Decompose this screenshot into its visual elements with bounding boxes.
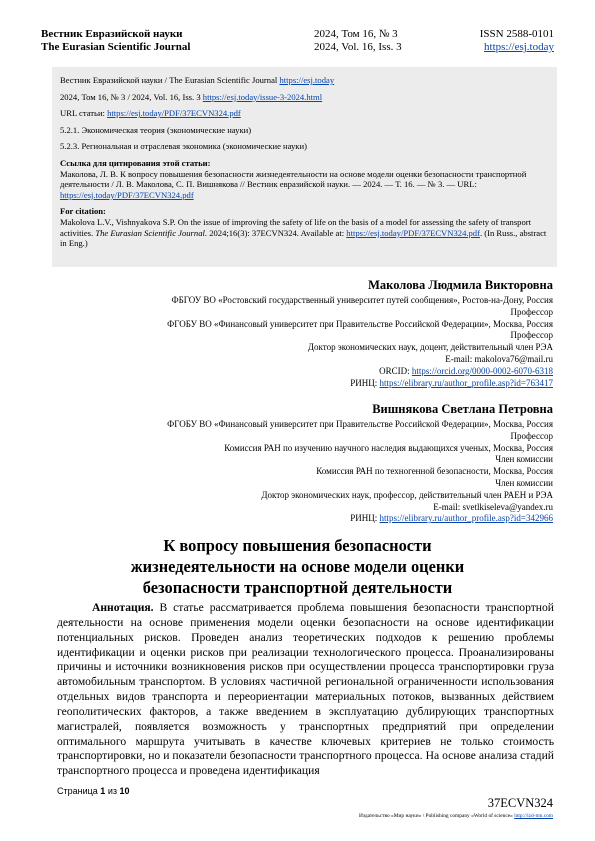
author-affiliation: Комиссия РАН по техногенной безопасности, Москва, Россия [316, 466, 553, 477]
author-affiliation: Комиссия РАН по изучению научного наследия выдающихся ученых, Москва, Россия [224, 442, 553, 453]
author-name: Маколова Людмила Викторовна [368, 278, 553, 292]
author-affiliation: ФГОБУ ВО «Финансовый университет при Правительстве Российской Федерации», Москва, Россия [167, 419, 553, 429]
meta-spec-2: 5.2.3. Региональная и отраслевая экономика (экономические науки) [60, 141, 307, 152]
page-separator: из [105, 786, 120, 796]
meta-issue-text: 2024, Том 16, № 3 / 2024, Vol. 16, Iss. 3 [60, 91, 203, 102]
citation-ru-text: Маколова, Л. В. К вопросу повышения безопасности жизнедеятельности на основе модели оценки безопасности транспортной деятельности / Л. В. Маколова, С. П. Вишнякова // Вестник евразийской науки. — 2024. — Т. 16. — № 3. — URL: [60, 168, 527, 190]
issue-ru: 2024, Том 16, № 3 [314, 28, 398, 40]
rinc-link[interactable]: https://elibrary.ru/author_profile.asp?id=342966 [379, 513, 553, 524]
author-position: Профессор [510, 430, 553, 441]
header-issn-site [480, 28, 554, 54]
author-position: Член комиссии [495, 477, 553, 488]
author-degree: Доктор экономических наук, доцент, действительный член РЭА [307, 342, 553, 353]
publisher-footer [359, 813, 553, 819]
page-counter [57, 786, 129, 796]
author-position: Профессор [510, 330, 553, 341]
meta-issue-line [60, 92, 549, 103]
issn: ISSN 2588-0101 [479, 28, 554, 40]
author-email: E-mail: makolova76@mail.ru [445, 353, 553, 364]
journal-title-ru: Вестник Евразийской науки [41, 28, 183, 40]
meta-journal-text: Вестник Евразийской науки / The Eurasian Scientific Journal [60, 75, 280, 85]
author-degree: Доктор экономических наук, профессор, действительный член РАЕН и РЭА [261, 489, 553, 500]
publisher-link[interactable]: http://izd-mn.com [514, 813, 553, 819]
author-block-1 [60, 278, 553, 389]
citation-en-link[interactable]: https://esj.today/PDF/37ECVN324.pdf [346, 227, 480, 238]
abstract-text: В статье рассматривается проблема повышения безопасности транспортной деятельности на основе применения модели оценки безопасности на основе идентификации потенциальных рисков. Проведен анализ теоретических подходов к решению проблемы идентификации и оценки рисков при реализации технологического процесса. Проанализированы причины и источники возникновения рисков при осуществлении процесса транспортировки груза автомобильным транспортом. В условиях частичной региональной ограниченности использования отдельных видов транспорта и переориентации материальных потоков, вызванных действием геополитических факторов, а также введением в эксплуатацию дублирующих транспортных магистралей, появляется возможность у транспортных предприятий при определении оптимального маршрута учитывать в качестве ключевых критериев не только стоимость транспортировки, но и показатели безопасности транспортного процесса. На основе анализа стадий транспортного процесса и проведена идентификация [57, 601, 554, 778]
rinc-link[interactable]: https://elibrary.ru/author_profile.asp?id=763417 [379, 377, 553, 388]
page-prefix: Страница [57, 786, 101, 796]
rinc-label: РИНЦ: [350, 377, 380, 388]
title-line: жизнедеятельности на основе модели оценки [130, 557, 465, 576]
citation-ru [60, 169, 549, 201]
meta-spec-1: 5.2.1. Экономическая теория (экономические науки) [60, 124, 252, 135]
citation-label-ru: Ссылка для цитирования этой статьи: [60, 157, 211, 168]
header-issue [314, 28, 402, 54]
article-meta-box [52, 67, 557, 267]
citation-en-text-3: . (In Russ., abstract in Eng.) [60, 227, 547, 249]
meta-issue-link[interactable]: https://esj.today/issue-3-2024.html [202, 91, 323, 102]
citation-en-journal: The Eurasian Scientific Journal [95, 227, 205, 238]
page-total: 10 [119, 786, 130, 796]
article-title [60, 535, 535, 598]
meta-url-label: URL статьи: [60, 108, 108, 119]
publisher-text: Издательство «Мир науки» \ Publishing company «World of science» [358, 813, 515, 819]
author-affiliation: ФБГОУ ВО «Ростовский государственный университет путей сообщения», Ростов-на-Дону, Россия [171, 295, 553, 305]
meta-article-link[interactable]: https://esj.today/PDF/37ECVN324.pdf [107, 108, 241, 119]
author-orcid [60, 366, 553, 378]
rinc-label: РИНЦ: [350, 513, 380, 524]
author-rinc [60, 513, 553, 525]
author-position: Член комиссии [495, 454, 553, 465]
meta-journal-link[interactable]: https://esj.today [279, 75, 335, 85]
citation-en-text-2: . 2024;16(3): 37ECVN324. Available at: [204, 227, 347, 238]
author-name: Вишнякова Светлана Петровна [372, 402, 553, 416]
citation-en-text: Makolova L.V., Vishnyakova S.P. On the issue of improving the safety of life on the basis of a model for assessing the safety of transport activities. [60, 216, 532, 238]
journal-site-link[interactable]: https://esj.today [484, 41, 554, 53]
orcid-link[interactable]: https://orcid.org/0000-0002-6070-6318 [411, 365, 553, 376]
title-line: К вопросу повышения безопасности [163, 536, 432, 555]
journal-title-en: The Eurasian Scientific Journal [41, 41, 191, 53]
article-code: 37ECVN324 [487, 796, 553, 810]
author-block-2 [60, 402, 553, 525]
citation-ru-link[interactable]: https://esj.today/PDF/37ECVN324.pdf [60, 189, 194, 200]
orcid-label: ORCID: [379, 365, 412, 376]
author-rinc [60, 378, 553, 390]
abstract-label: Аннотация. [92, 601, 154, 614]
title-line: безопасности транспортной деятельности [142, 578, 453, 597]
header-journal-names [41, 28, 190, 54]
page-current: 1 [100, 786, 106, 796]
citation-label-en: For citation: [60, 206, 106, 217]
author-affiliation: ФГОБУ ВО «Финансовый университет при Правительстве Российской Федерации», Москва, Россия [167, 318, 553, 329]
author-position: Профессор [510, 306, 553, 317]
abstract [57, 601, 554, 779]
citation-en [60, 217, 549, 249]
meta-journal-line [60, 75, 549, 86]
meta-url-line [60, 108, 549, 119]
issue-en: 2024, Vol. 16, Iss. 3 [314, 41, 402, 53]
author-email: E-mail: svetlkiseleva@yandex.ru [433, 501, 553, 512]
